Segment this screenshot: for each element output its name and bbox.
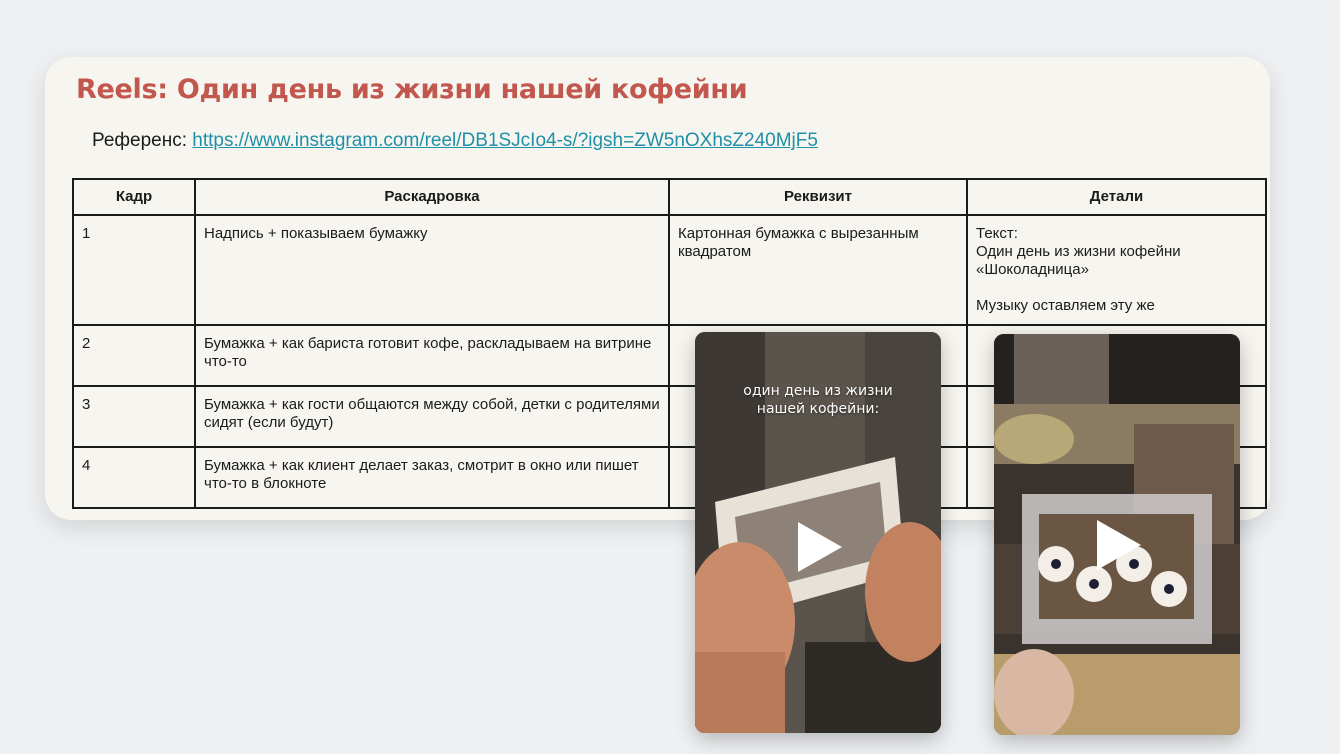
play-icon[interactable] [1097,520,1141,570]
cell-frame: 2 [73,325,195,386]
reel-video-thumbnail-2[interactable] [994,334,1240,735]
column-header-details: Детали [967,179,1266,215]
cell-frame: 3 [73,386,195,447]
cell-frame: 1 [73,215,195,325]
table-row [73,215,1266,325]
reference-link[interactable]: https://www.instagram.com/reel/DB1SJcIo4-s/?igsh=ZW5nOXhsZ240MjF5 [192,130,818,151]
cell-props: Картонная бумажка с вырезанным квадратом [669,215,967,325]
column-header-props: Реквизит [669,179,967,215]
column-header-frame: Кадр [73,179,195,215]
reference-line [92,130,818,152]
reference-label: Референс: [92,130,188,151]
cell-storyboard: Надпись + показываем бумажку [195,215,669,325]
cell-frame: 4 [73,447,195,508]
page-title: Reels: Один день из жизни нашей кофейни [76,74,748,105]
cell-storyboard: Бумажка + как клиент делает заказ, смотрит в окно или пишет что-то в блокноте [195,447,669,508]
reel-caption: один день из жизни нашей кофейни: [743,383,893,417]
cell-storyboard: Бумажка + как гости общаются между собой, детки с родителями сидят (если будут) [195,386,669,447]
column-header-storyboard: Раскадровка [195,179,669,215]
table-header-row [73,179,1266,215]
cell-storyboard: Бумажка + как бариста готовит кофе, раскладываем на витрине что-то [195,325,669,386]
reel-video-thumbnail-1[interactable] [695,332,941,733]
cell-details: Текст: Один день из жизни кофейни «Шоколадница» Музыку оставляем эту же [967,215,1266,325]
play-icon[interactable] [798,522,842,572]
